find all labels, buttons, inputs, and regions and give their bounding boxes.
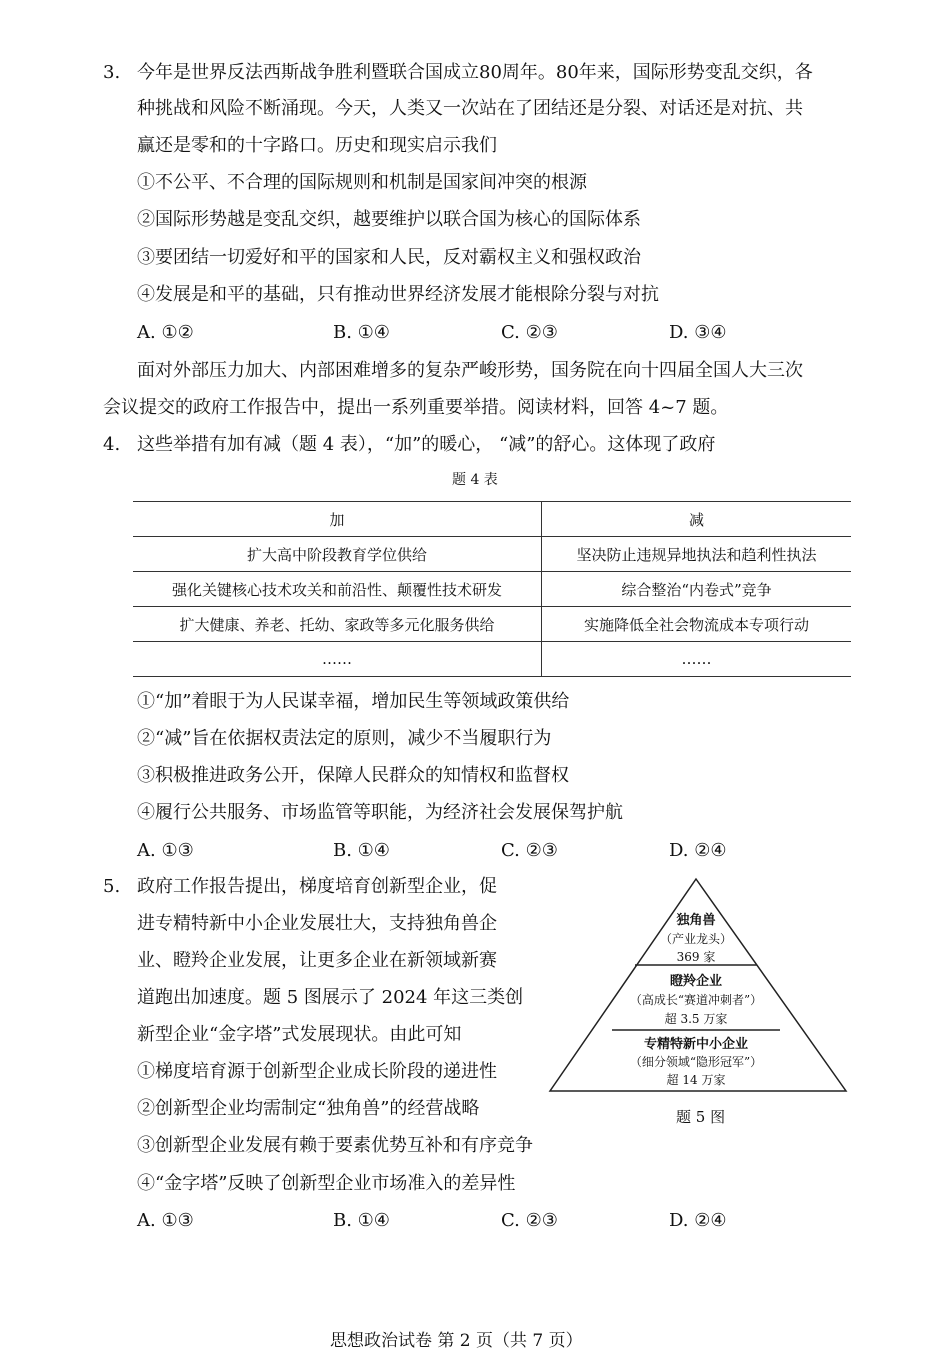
q4-item-2: ②“减”旨在依据权责法定的原则，减少不当履职行为	[137, 728, 552, 749]
page-footer: 思想政治试卷 第 2 页（共 7 页）	[330, 1331, 583, 1351]
table-cell: 扩大高中阶段教育学位供给	[133, 537, 542, 572]
pyramid-top-name: 独角兽	[676, 913, 716, 928]
q4-option-d[interactable]: D. ②④	[669, 840, 727, 861]
q3-option-a[interactable]: A. ①②	[137, 322, 194, 343]
pyramid-bottom-name: 专精特新中小企业	[643, 1037, 749, 1052]
q5-option-b[interactable]: B. ①④	[333, 1210, 390, 1231]
q3-item-2: ②国际形势越是变乱交织，越要维护以联合国为核心的国际体系	[137, 209, 641, 230]
q3-option-b[interactable]: B. ①④	[333, 322, 390, 343]
table-cell: ……	[542, 642, 852, 677]
q4-number: 4.	[103, 434, 121, 455]
table-row	[133, 537, 851, 572]
table-header-row	[133, 502, 851, 537]
table-row	[133, 607, 851, 642]
q5-option-a[interactable]: A. ①③	[137, 1210, 194, 1231]
pyramid-middle-desc: （高成长“赛道冲刺者”）	[629, 993, 763, 1007]
intro-line-2: 会议提交的政府工作报告中，提出一系列重要举措。阅读材料，回答 4~7 题。	[103, 397, 729, 418]
q3-options	[137, 320, 837, 346]
q5-stem-line-2: 进专精特新中小企业发展壮大，支持独角兽企	[137, 913, 497, 934]
pyramid-middle-name: 瞪羚企业	[669, 974, 723, 989]
table-cell: ……	[133, 642, 542, 677]
q5-item-1: ①梯度培育源于创新型企业成长阶段的递进性	[137, 1061, 497, 1082]
q5-number: 5.	[103, 876, 121, 897]
table-row	[133, 572, 851, 607]
q3-item-4: ④发展是和平的基础，只有推动世界经济发展才能根除分裂与对抗	[137, 284, 659, 305]
table-header-add: 加	[133, 502, 542, 537]
q4-option-a[interactable]: A. ①③	[137, 840, 194, 861]
q4-item-3: ③积极推进政务公开，保障人民群众的知情权和监督权	[137, 765, 569, 786]
q5-stem-line-5: 新型企业“金字塔”式发展现状。由此可知	[137, 1024, 462, 1045]
table-cell: 坚决防止违规异地执法和趋利性执法	[542, 537, 852, 572]
q5-option-d[interactable]: D. ②④	[669, 1210, 727, 1231]
table-row	[133, 642, 851, 677]
table-header-subtract: 减	[542, 502, 852, 537]
table-cell: 实施降低全社会物流成本专项行动	[542, 607, 852, 642]
table-cell: 强化关键核心技术攻关和前沿性、颠覆性技术研发	[133, 572, 542, 607]
q5-item-2: ②创新型企业均需制定“独角兽”的经营战略	[137, 1098, 480, 1119]
q4-option-c[interactable]: C. ②③	[501, 840, 558, 861]
q5-stem-line-3: 业、瞪羚企业发展，让更多企业在新领域新赛	[137, 950, 497, 971]
q3-number: 3.	[103, 62, 121, 83]
q4-item-4: ④履行公共服务、市场监管等职能，为经济社会发展保驾护航	[137, 802, 623, 823]
pyramid-bottom-count: 超 14 万家	[666, 1073, 726, 1087]
q3-item-1: ①不公平、不合理的国际规则和机制是国家间冲突的根源	[137, 172, 587, 193]
q5-item-3: ③创新型企业发展有赖于要素优势互补和有序竞争	[137, 1135, 533, 1156]
q4-option-b[interactable]: B. ①④	[333, 840, 390, 861]
q4-table-caption: 题 4 表	[452, 472, 498, 488]
q3-stem-line-1: 今年是世界反法西斯战争胜利暨联合国成立80周年。80年来，国际形势变乱交织，各	[137, 62, 813, 83]
pyramid-figure	[548, 876, 848, 1096]
pyramid-top-count: 369 家	[676, 950, 716, 964]
q5-figure-caption: 题 5 图	[676, 1108, 726, 1126]
q3-stem-line-3: 赢还是零和的十字路口。历史和现实启示我们	[137, 135, 497, 156]
q5-options	[137, 1208, 837, 1234]
q4-table	[133, 501, 851, 677]
q3-option-d[interactable]: D. ③④	[669, 322, 727, 343]
q3-option-c[interactable]: C. ②③	[501, 322, 558, 343]
pyramid-top-desc: （产业龙头）	[659, 932, 733, 946]
pyramid-middle-count: 超 3.5 万家	[664, 1012, 728, 1026]
q4-stem: 这些举措有加有减（题 4 表），“加”的暖心， “减”的舒心。这体现了政府	[137, 434, 716, 455]
q5-stem-line-4: 道跑出加速度。题 5 图展示了 2024 年这三类创	[137, 987, 524, 1008]
q5-stem-line-1: 政府工作报告提出，梯度培育创新型企业，促	[137, 876, 497, 897]
table-cell: 扩大健康、养老、托幼、家政等多元化服务供给	[133, 607, 542, 642]
q3-item-3: ③要团结一切爱好和平的国家和人民，反对霸权主义和强权政治	[137, 247, 641, 268]
intro-line-1: 面对外部压力加大、内部困难增多的复杂严峻形势，国务院在向十四届全国人大三次	[137, 360, 803, 381]
q4-options	[137, 838, 837, 864]
q4-item-1: ①“加”着眼于为人民谋幸福，增加民生等领域政策供给	[137, 691, 570, 712]
q3-stem-line-2: 种挑战和风险不断涌现。今天，人类又一次站在了团结还是分裂、对话还是对抗、共	[137, 98, 803, 119]
table-cell: 综合整治“内卷式”竞争	[542, 572, 852, 607]
q5-item-4: ④“金字塔”反映了创新型企业市场准入的差异性	[137, 1173, 516, 1194]
q5-option-c[interactable]: C. ②③	[501, 1210, 558, 1231]
pyramid-bottom-desc: （细分领域“隐形冠军”）	[629, 1055, 763, 1069]
